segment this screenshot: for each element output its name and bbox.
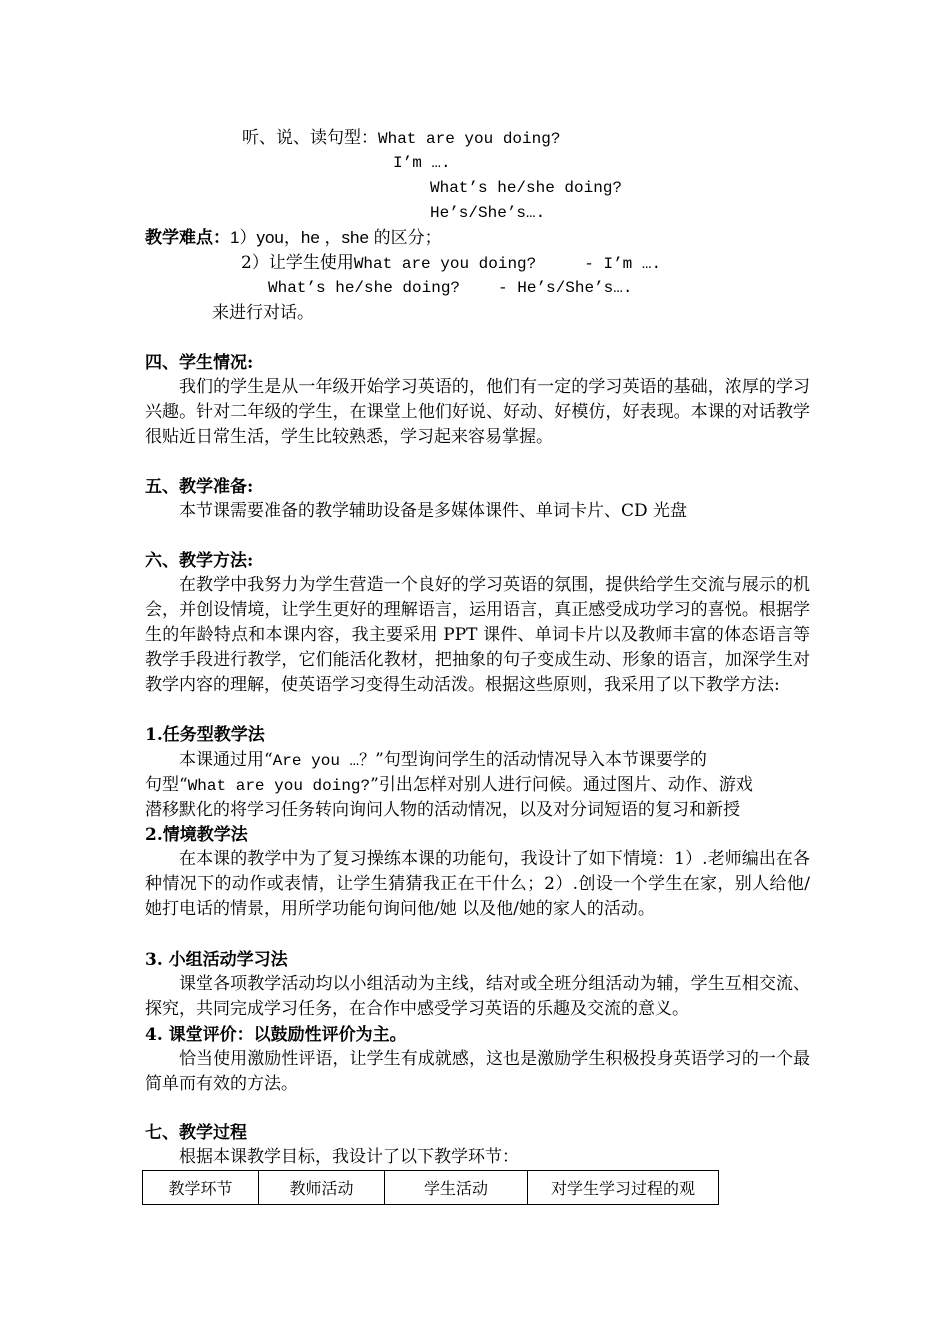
difficulty-item2-question: What are you doing? (353, 255, 537, 273)
table-header-row (143, 1171, 719, 1205)
method4-title: 4. 课堂评价：以鼓励性评价为主。 (145, 1025, 407, 1045)
method1-line1 (179, 750, 707, 771)
section7-intro: 根据本课教学目标，我设计了以下教学环节： (179, 1147, 519, 1167)
method4-text: 恰当使用激励性评语，让学生有成就感，这也是激励学生积极投身英语学习的一个最简单而有效的方法。 (145, 1049, 810, 1094)
method1-line2-c: ”引出怎样对别人进行问候。通过图片、动作、游戏 (370, 775, 753, 795)
method1-line3: 潜移默化的将学习任务转向询问人物的活动情况，以及对分词短语的复习和新授 (145, 800, 740, 820)
section7-heading: 七、教学过程 (145, 1123, 247, 1143)
table-header-cell: 学生活动 (385, 1171, 528, 1205)
sentence-pattern-label (242, 128, 560, 149)
table-header-cell: 对学生学习过程的观 (528, 1171, 719, 1205)
method2-text: 在本课的教学中为了复习操练本课的功能句，我设计了如下情境：1）.老师编出在各种情况下的动作或表情，让学生猜猜我正在干什么；2）.创设一个学生在家，别人给他/她打电话的情景，用所学功能句询问他/她 以及他/她的家人的活动。 (145, 849, 810, 919)
section4-text: 我们的学生是从一年级开始学习英语的，他们有一定的学习英语的基础，浓厚的学习兴趣。针对二年级的学生，在课堂上他们好说、好动、好模仿，好表现。本课的对话教学很贴近日常生活，学生比较熟悉，学习起来容易掌握。 (145, 377, 810, 447)
table-header-cell: 教师活动 (259, 1171, 385, 1205)
difficulty-row-3 (268, 278, 632, 298)
method1-line1-c: ”句型询问学生的活动情况导入本节课要学的 (375, 750, 707, 770)
pattern-line-1: What are you doing? (378, 130, 561, 148)
section5-heading: 五、教学准备: (145, 477, 254, 497)
method1-line1-b: Are you …？ (272, 752, 376, 770)
pattern-label-text: 听、说、读句型： (242, 128, 378, 148)
section4-heading: 四、学生情况: (145, 353, 254, 373)
pattern-line-3: What’s he/she doing? (430, 179, 623, 197)
method1-line1-a: 本课通过用“ (179, 750, 273, 770)
section6-text: 在教学中我努力为学生营造一个良好的学习英语的氛围，提供给学生交流与展示的机会，并创设情境，让学生更好的理解语言，运用语言，真正感受成功学习的喜悦。根据学生的年龄特点和本课内容，我主要采用 PPT 课件、单词卡片以及教师丰富的体态语言等教学手段进行教学，它们能活化教材，把抽象的句子变成生动、形象的语言，加深学生对教学内容的理解，使英语学习变得生动活泼。根据这些原则，我采用了以下教学方法: (145, 575, 810, 695)
method2-title: 2.情境教学法 (145, 825, 248, 845)
pattern-line-4: He’s/She’s…. (430, 204, 546, 222)
method1-line2 (145, 775, 753, 796)
difficulty-label: 教学难点： (145, 228, 230, 248)
difficulty-item2-prefix: 2）让学生使用 (241, 253, 354, 273)
method3-text: 课堂各项教学活动均以小组活动为主线，结对或全班分组活动为辅，学生互相交流、探究，共同完成学习任务，在合作中感受学习英语的乐趣及交流的意义。 (145, 974, 810, 1019)
difficulty-item2-answer2: - He’s/She’s…. (498, 279, 633, 297)
table-header-cell: 教学环节 (143, 1171, 259, 1205)
difficulty-item2-answer: - I’m …. (584, 255, 662, 273)
section6-heading: 六、教学方法: (145, 551, 254, 571)
method1-line2-b: What are you doing? (187, 777, 371, 795)
difficulty-row-2 (241, 253, 661, 274)
method1-line2-a: 句型“ (145, 775, 188, 795)
difficulty-item1-prefix: 1） (230, 228, 257, 247)
difficulty-row-4: 来进行对话。 (212, 303, 314, 323)
difficulty-item2-question2: What’s he/she doing? (268, 279, 461, 297)
process-table (142, 1170, 719, 1205)
section5-text: 本节课需要准备的教学辅助设备是多媒体课件、单词卡片、CD 光盘 (179, 501, 688, 521)
method1-title: 1.任务型教学法 (145, 725, 265, 745)
method3-title: 3. 小组活动学习法 (145, 950, 288, 970)
difficulty-row-1 (145, 228, 442, 248)
difficulty-item1-text: you，he ，she 的区分； (256, 228, 442, 247)
pattern-line-2: I’m …. (393, 154, 451, 172)
